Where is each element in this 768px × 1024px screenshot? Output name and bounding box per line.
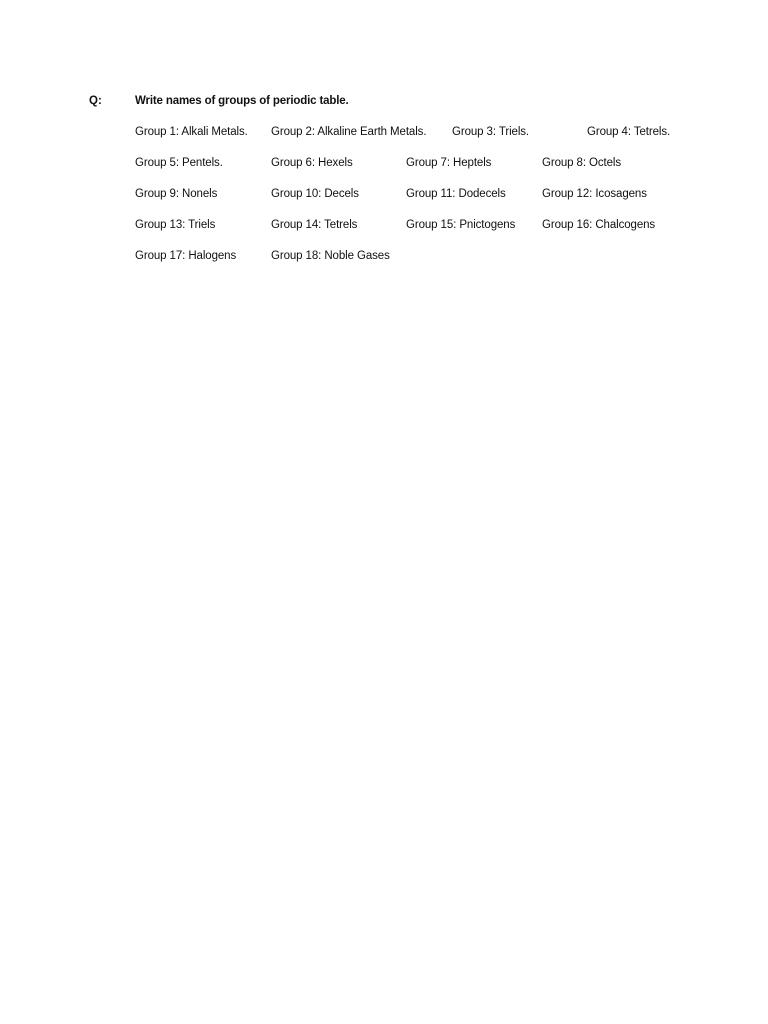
group-13-entry: Group 13: Triels [135, 219, 216, 231]
question-text: Write names of groups of periodic table. [135, 95, 349, 107]
question-label: Q: [89, 95, 102, 107]
group-5-entry: Group 5: Pentels. [135, 157, 223, 169]
group-14-entry: Group 14: Tetrels [271, 219, 358, 231]
group-6-entry: Group 6: Hexels [271, 157, 353, 169]
group-2-entry: Group 2: Alkaline Earth Metals. [271, 126, 427, 138]
group-7-entry: Group 7: Heptels [406, 157, 492, 169]
group-12-entry: Group 12: Icosagens [542, 188, 647, 200]
group-18-entry: Group 18: Noble Gases [271, 250, 390, 262]
group-4-entry: Group 4: Tetrels. [587, 126, 671, 138]
group-10-entry: Group 10: Decels [271, 188, 359, 200]
group-11-entry: Group 11: Dodecels [406, 188, 506, 200]
group-17-entry: Group 17: Halogens [135, 250, 237, 262]
group-16-entry: Group 16: Chalcogens [542, 219, 656, 231]
group-8-entry: Group 8: Octels [542, 157, 622, 169]
group-3-entry: Group 3: Triels. [452, 126, 530, 138]
group-1-entry: Group 1: Alkali Metals. [135, 126, 248, 138]
group-15-entry: Group 15: Pnictogens [406, 219, 516, 231]
group-9-entry: Group 9: Nonels [135, 188, 218, 200]
